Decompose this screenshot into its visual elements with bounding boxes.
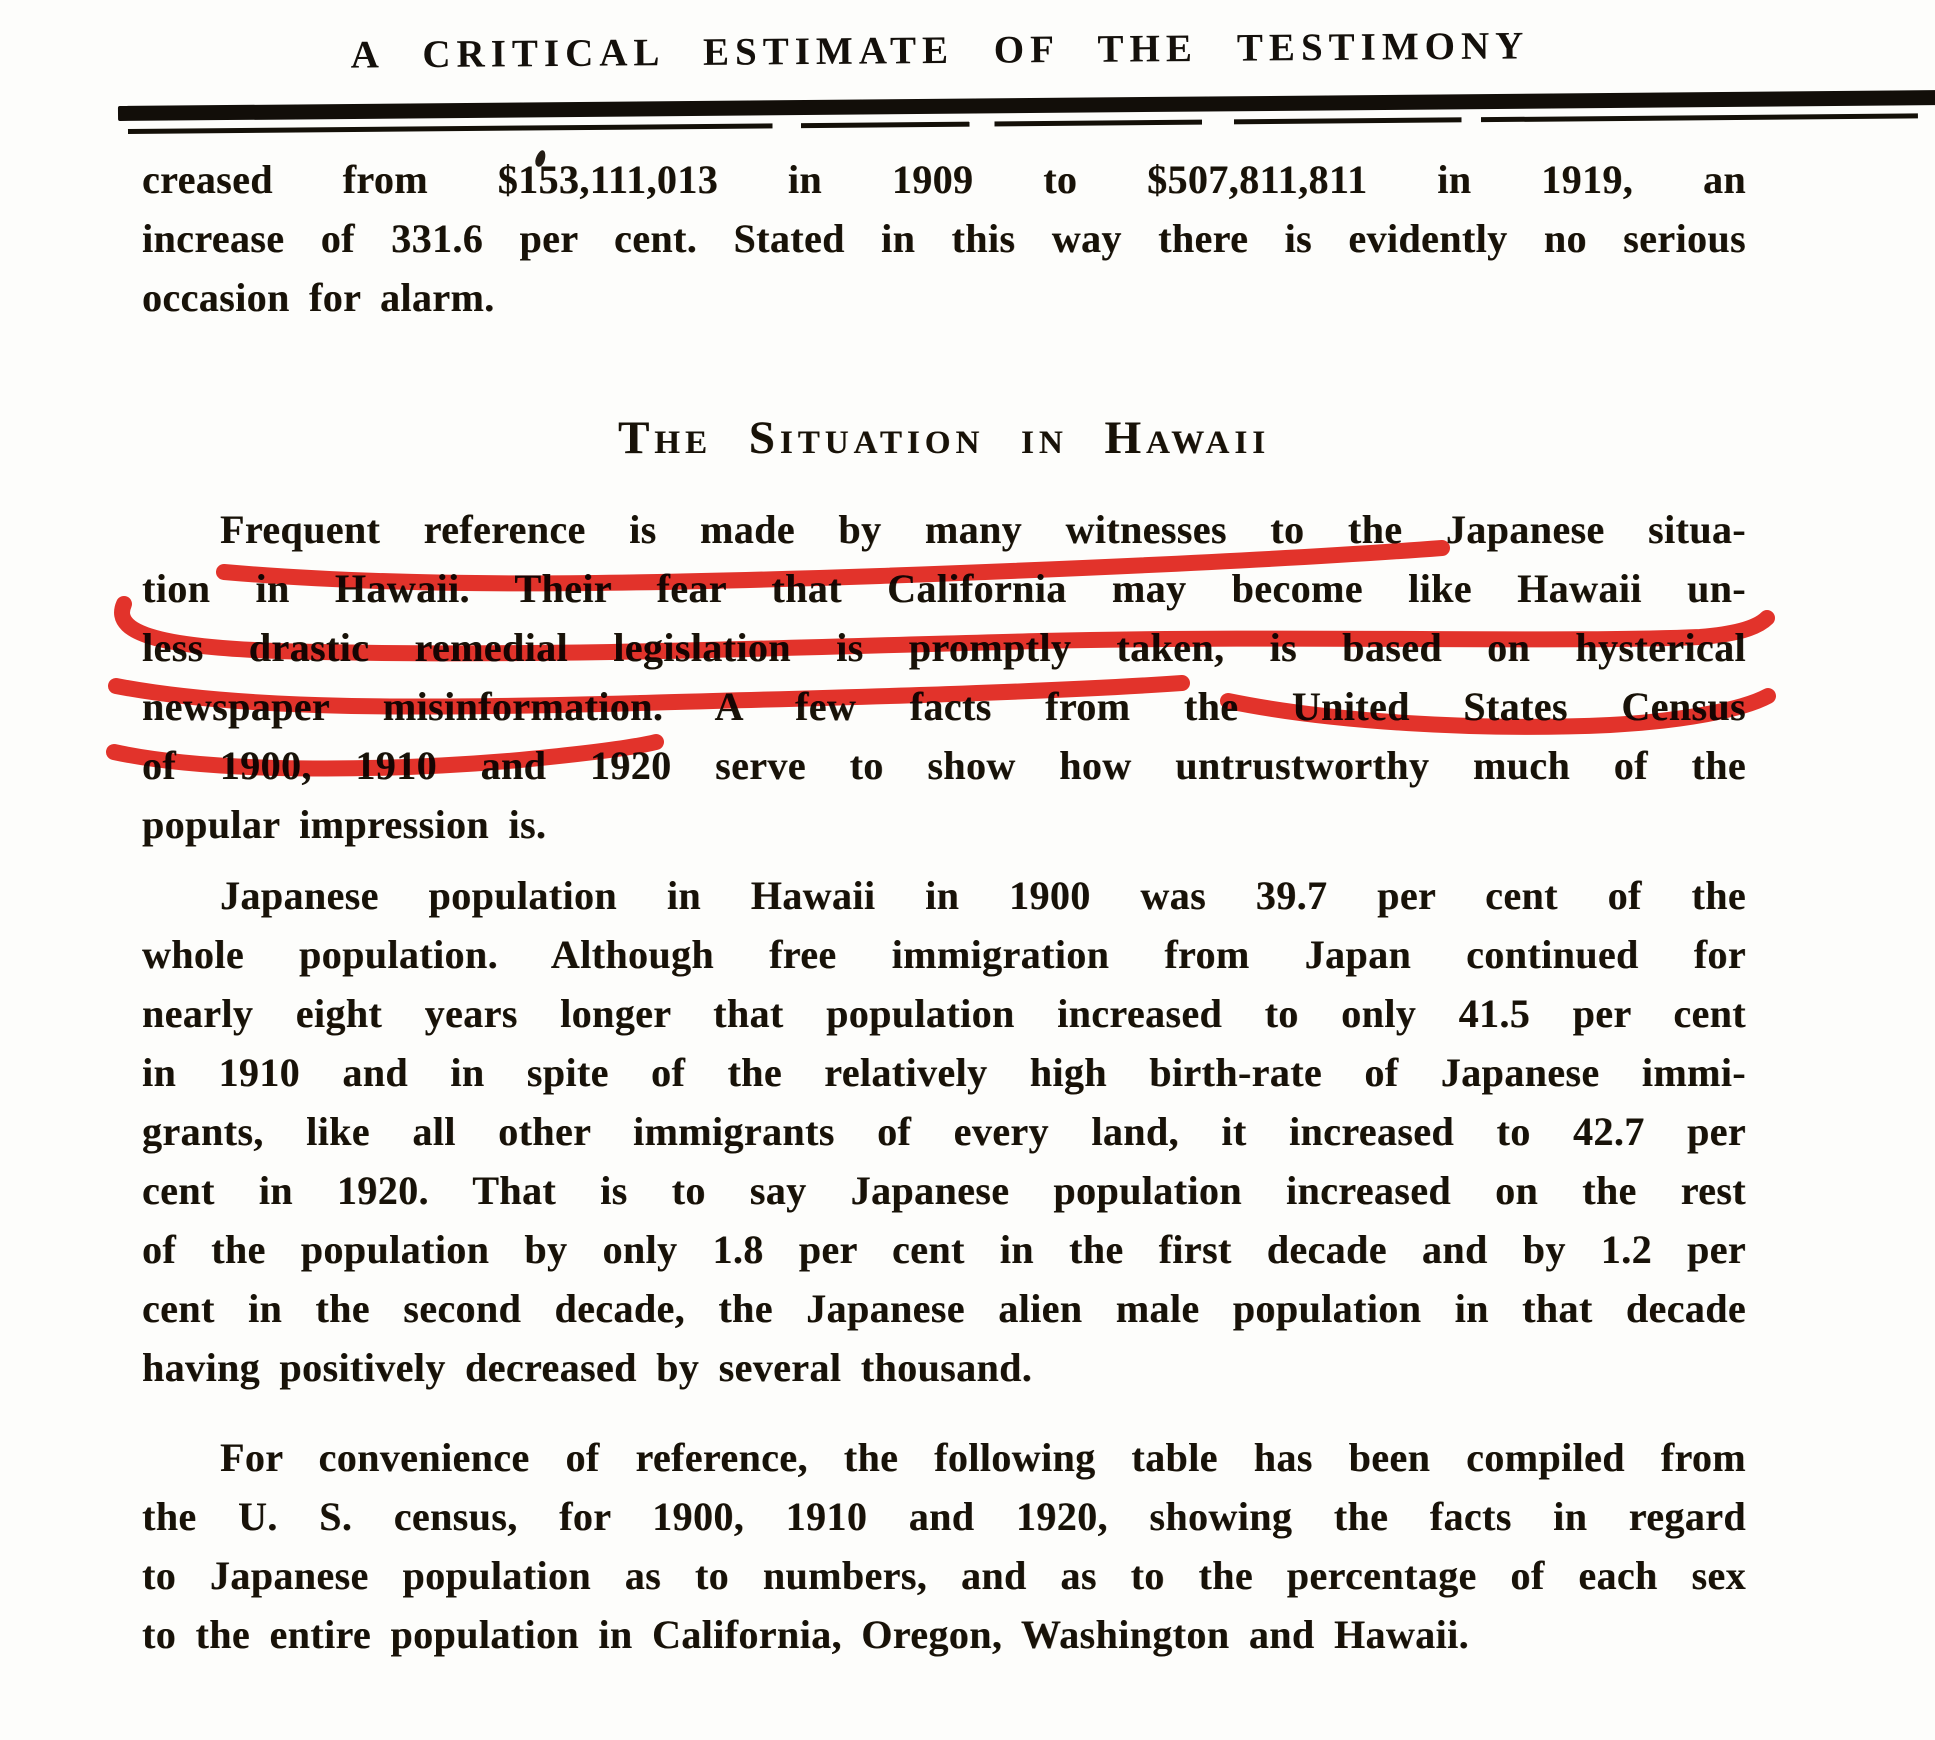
text-line: less drastic remedial legislation is promptly taken, is based on hysterical <box>142 625 1746 670</box>
text-line: popular impression is. <box>142 802 547 847</box>
text-line: whole population. Although free immigration from Japan continued for <box>142 932 1746 977</box>
text-line: having positively decreased by several thousand. <box>142 1345 1033 1390</box>
text-line: newspaper misinformation. A few facts from the United States Census <box>142 684 1746 729</box>
text-line: to the entire population in California, Oregon, Washington and Hawaii. <box>142 1612 1469 1657</box>
paragraph <box>142 500 1746 854</box>
text-line: Frequent reference is made by many witnesses to the Japanese situa- <box>220 507 1746 552</box>
text-line: occasion for alarm. <box>142 275 495 320</box>
text-line: For convenience of reference, the following table has been compiled from <box>220 1435 1746 1480</box>
text-line: of the population by only 1.8 per cent in the first decade and by 1.2 per <box>142 1227 1746 1272</box>
text-line: the U. S. census, for 1900, 1910 and 1920, showing the facts in regard <box>142 1494 1746 1539</box>
text-line: of 1900, 1910 and 1920 serve to show how untrustworthy much of the <box>142 743 1746 788</box>
text-line: creased from $153,111,013 in 1909 to $507,811,811 in 1919, an <box>142 157 1746 202</box>
paragraph <box>142 150 1746 327</box>
section-heading: The Situation in Hawaii <box>617 412 1271 464</box>
text-line: tion in Hawaii. Their fear that California may become like Hawaii un- <box>142 566 1746 611</box>
text-line: to Japanese population as to numbers, and as to the percentage of each sex <box>142 1553 1746 1598</box>
paragraph <box>142 866 1746 1397</box>
paragraph <box>142 1428 1746 1664</box>
text-column <box>142 150 1746 1664</box>
text-line: grants, like all other immigrants of every land, it increased to 42.7 per <box>142 1109 1746 1154</box>
text-line: nearly eight years longer that population increased to only 41.5 per cent <box>142 991 1746 1036</box>
text-line: increase of 331.6 per cent. Stated in this way there is evidently no serious <box>142 216 1746 261</box>
text-line: cent in 1920. That is to say Japanese population increased on the rest <box>142 1168 1746 1213</box>
text-line: cent in the second decade, the Japanese alien male population in that decade <box>142 1286 1746 1331</box>
running-head: A CRITICAL ESTIMATE OF THE TESTIMONY <box>350 24 1530 77</box>
text-line: in 1910 and in spite of the relatively high birth-rate of Japanese immi- <box>142 1050 1746 1095</box>
text-line: Japanese population in Hawaii in 1900 was 39.7 per cent of the <box>220 873 1746 918</box>
